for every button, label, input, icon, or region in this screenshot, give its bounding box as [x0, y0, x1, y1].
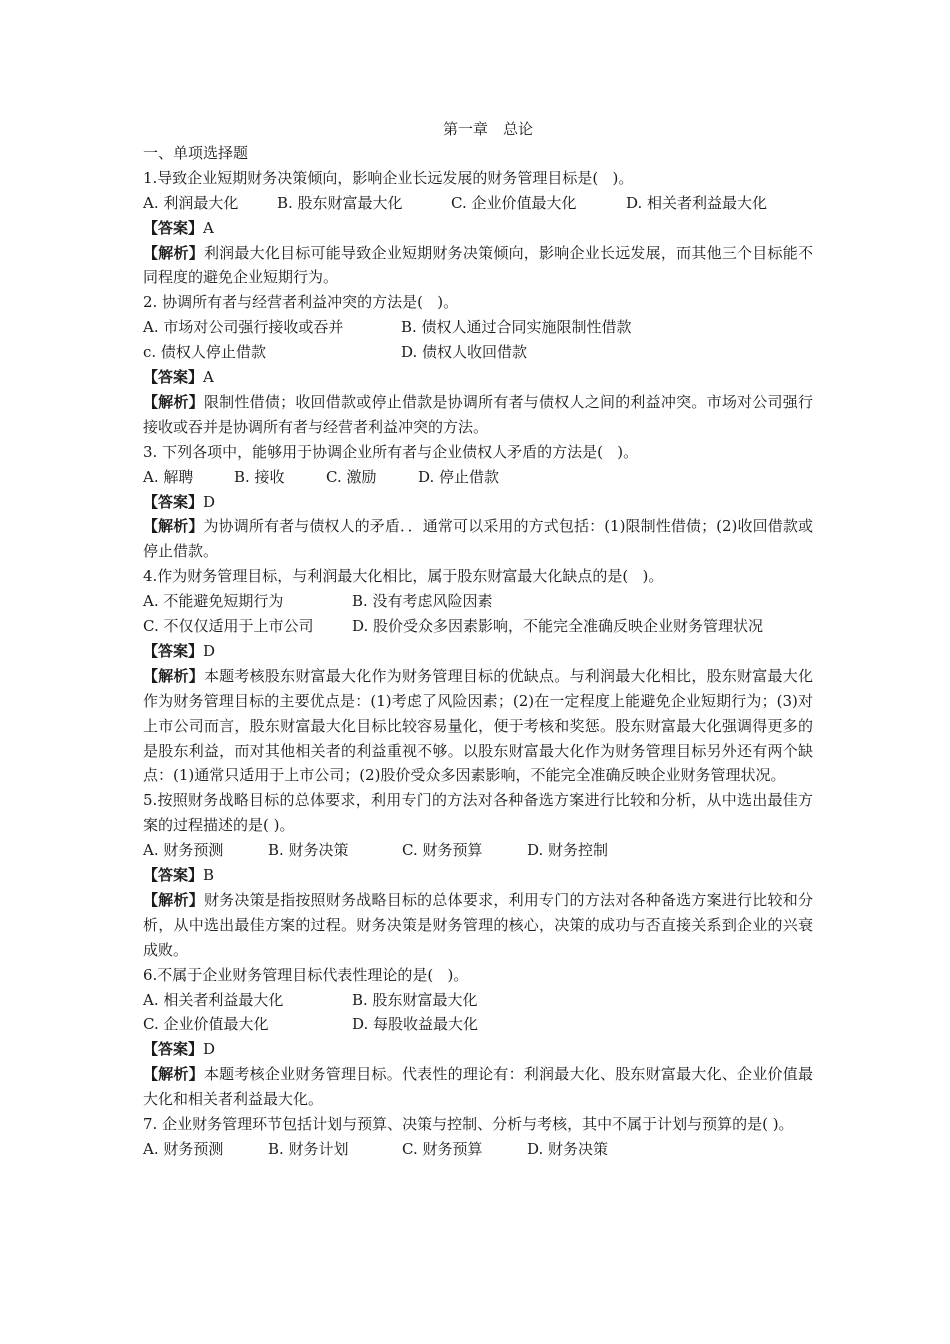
answer-value: D — [203, 492, 216, 511]
analysis-paragraph — [143, 888, 813, 963]
option-c: c. 债权人停止借款 — [143, 343, 266, 362]
answer-label: 【答案】 — [143, 368, 204, 387]
answer-label: 【答案】 — [143, 866, 204, 885]
option-d: D. 财务控制 — [527, 841, 609, 860]
options-row — [143, 838, 813, 863]
options-row — [143, 465, 813, 490]
analysis-paragraph — [143, 241, 813, 291]
analysis-label: 【解析】 — [143, 666, 204, 685]
option-c: C. 企业价值最大化 — [451, 193, 577, 212]
analysis-label: 【解析】 — [143, 243, 204, 262]
options-row — [143, 315, 813, 340]
section-heading: 一、单项选择题 — [143, 144, 249, 162]
option-c: C. 财务预算 — [402, 841, 483, 860]
analysis-label: 【解析】 — [143, 890, 204, 909]
analysis-label: 【解析】 — [143, 392, 204, 411]
answer-label: 【答案】 — [143, 492, 204, 511]
answer-line — [143, 1037, 813, 1062]
analysis-text: 为协调所有者与债权人的矛盾．．通常可以采用的方式包括：(1)限制性借债；(2)收回借款或停止借款。 — [143, 517, 813, 561]
option-a: A. 解聘 — [143, 467, 194, 486]
options-row — [143, 1137, 813, 1162]
option-d: D. 财务决策 — [527, 1139, 609, 1158]
options-row — [143, 191, 813, 216]
option-c: C. 财务预算 — [402, 1139, 483, 1158]
chapter-title: 第一章 总论 — [442, 120, 533, 138]
question-6: 6.不属于企业财务管理目标代表性理论的是( )。 — [143, 965, 469, 984]
question-5: 5.按照财务战略目标的总体要求，利用专门的方法对各种备选方案进行比较和分析，从中选出最佳方案的过程描述的是( )。 — [143, 791, 813, 835]
option-c: C. 不仅仅适用于上市公司 — [143, 617, 314, 636]
option-d: D. 债权人收回借款 — [401, 343, 528, 362]
options-row — [143, 1012, 813, 1037]
question-1: 1.导致企业短期财务决策倾向，影响企业长远发展的财务管理目标是( )。 — [143, 168, 634, 187]
option-b: B. 股东财富最大化 — [352, 990, 478, 1009]
option-b: B. 股东财富最大化 — [277, 193, 403, 212]
analysis-paragraph — [143, 664, 813, 789]
answer-label: 【答案】 — [143, 218, 204, 237]
option-d: D. 每股收益最大化 — [352, 1015, 479, 1034]
analysis-paragraph — [143, 514, 813, 564]
answer-line — [143, 365, 813, 390]
option-b: B. 没有考虑风险因素 — [352, 592, 493, 611]
answer-label: 【答案】 — [143, 1040, 204, 1059]
analysis-label: 【解析】 — [143, 1065, 204, 1084]
option-b: B. 财务计划 — [268, 1139, 349, 1158]
answer-line — [143, 490, 813, 515]
question-4: 4.作为财务管理目标，与利润最大化相比，属于股东财富最大化缺点的是( )。 — [143, 567, 664, 586]
answer-label: 【答案】 — [143, 641, 204, 660]
analysis-text: 限制性借债；收回借款或停止借款是协调所有者与债权人之间的利益冲突。市场对公司强行接收或吞并是协调所有者与经营者利益冲突的方法。 — [143, 392, 813, 436]
question-2: 2. 协调所有者与经营者利益冲突的方法是( )。 — [143, 293, 459, 312]
option-a: A. 市场对公司强行接收或吞并 — [143, 318, 344, 337]
option-d: D. 停止借款 — [418, 467, 500, 486]
option-a: A. 财务预测 — [143, 841, 224, 860]
options-row — [143, 340, 813, 365]
option-c: C. 企业价值最大化 — [143, 1015, 269, 1034]
answer-value: D — [203, 1040, 216, 1059]
analysis-label: 【解析】 — [143, 517, 204, 536]
answer-line — [143, 639, 813, 664]
answer-value: A — [203, 218, 214, 237]
option-a: A. 财务预测 — [143, 1139, 224, 1158]
option-d: D. 股价受众多因素影响，不能完全准确反映企业财务管理状况 — [352, 617, 764, 636]
analysis-text: 利润最大化目标可能导致企业短期财务决策倾向，影响企业长远发展，而其他三个目标能不同程度的避免企业短期行为。 — [143, 243, 813, 287]
answer-value: B — [203, 866, 215, 885]
question-7: 7. 企业财务管理环节包括计划与预算、决策与控制、分析与考核，其中不属于计划与预算的是( )。 — [143, 1115, 794, 1134]
answer-line — [143, 216, 813, 241]
analysis-text: 本题考核企业财务管理目标。代表性的理论有：利润最大化、股东财富最大化、企业价值最大化和相关者利益最大化。 — [143, 1065, 813, 1109]
answer-line — [143, 863, 813, 888]
options-row — [143, 589, 813, 614]
answer-value: D — [203, 641, 216, 660]
analysis-paragraph — [143, 390, 813, 440]
question-3: 3. 下列各项中，能够用于协调企业所有者与企业债权人矛盾的方法是( )。 — [143, 442, 639, 461]
document-page — [143, 117, 813, 1162]
analysis-text: 财务决策是指按照财务战略目标的总体要求，利用专门的方法对各种备选方案进行比较和分析，从中选出最佳方案的过程。财务决策是财务管理的核心，决策的成功与否直接关系到企业的兴衰成败。 — [143, 890, 813, 959]
option-a: A. 相关者利益最大化 — [143, 990, 284, 1009]
option-b: B. 接收 — [234, 467, 285, 486]
option-a: A. 利润最大化 — [143, 193, 239, 212]
answer-value: A — [203, 368, 214, 387]
option-d: D. 相关者利益最大化 — [626, 193, 768, 212]
option-b: B. 债权人通过合同实施限制性借款 — [401, 318, 632, 337]
options-row — [143, 614, 813, 639]
options-row — [143, 988, 813, 1013]
option-a: A. 不能避免短期行为 — [143, 592, 284, 611]
option-c: C. 激励 — [326, 467, 377, 486]
analysis-text: 本题考核股东财富最大化作为财务管理目标的优缺点。与利润最大化相比，股东财富最大化作为财务管理目标的主要优点是：(1)考虑了风险因素；(2)在一定程度上能避免企业短期行为；(3)对上市公司而言，股东财富最大化目标比较容易量化，便于考核和奖惩。股东财富最大化强调得更多的是股东利益，而对其他相关者的利益重视不够。以股东财富最大化作为财务管理目标另外还有两个缺点：(1)通常只适用于上市公司；(2)股价受众多因素影响，不能完全准确反映企业财务管理状况。 — [143, 666, 813, 785]
option-b: B. 财务决策 — [268, 841, 349, 860]
analysis-paragraph — [143, 1062, 813, 1112]
